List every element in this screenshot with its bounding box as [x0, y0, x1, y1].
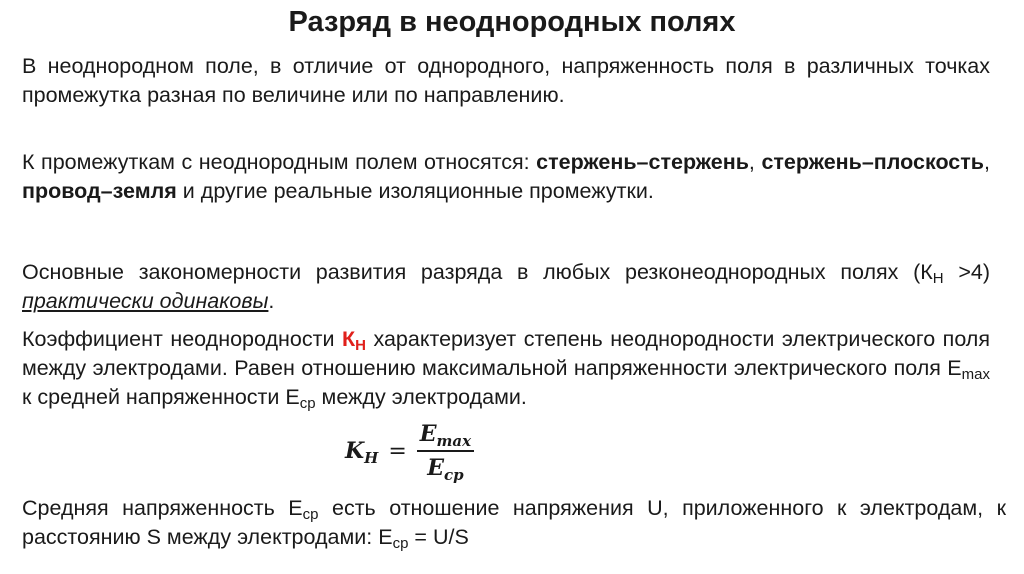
- gap-types-separator: ,: [984, 150, 990, 174]
- average-field-formula: = U/S: [408, 525, 469, 549]
- gap-types-separator: ,: [748, 150, 762, 174]
- paragraph-definition: В неоднородном поле, в отличие от однородного, напряженность поля в различных точках промежутка разная по величине или по направлению.: [22, 54, 990, 107]
- emax-subscript: max: [961, 366, 990, 383]
- coefficient-description-3: между электродами.: [315, 385, 527, 409]
- regularities-condition: >4): [943, 260, 990, 284]
- ecp-subscript-2: ср: [392, 535, 409, 552]
- regularities-emphasis: практически одинаковы: [22, 289, 269, 313]
- kh-subscript: Н: [932, 270, 944, 287]
- numerator-sub: max: [436, 432, 472, 450]
- formula-numerator: [417, 420, 474, 448]
- slide-title: Разряд в неоднородных полях: [288, 6, 736, 38]
- coefficient-symbol-k: К: [341, 327, 356, 351]
- term-wire-ground: провод–земля: [22, 179, 177, 203]
- denominator-symbol: E: [427, 455, 444, 481]
- ecp-subscript: ср: [302, 506, 319, 523]
- formula-lhs-symbol: K: [345, 438, 365, 464]
- formula-equals: =: [388, 438, 407, 464]
- coefficient-symbol: [341, 327, 366, 354]
- paragraph-regularities: [22, 258, 990, 316]
- paragraph-gap-types: [22, 148, 990, 206]
- fraction-bar: [417, 450, 474, 452]
- regularities-period: .: [268, 289, 275, 313]
- denominator-sub: cp: [443, 466, 464, 484]
- coefficient-description: характеризует степень неоднородности электрического поля между электродами. Равен отношению максимальной напряженности электрического поля Е: [22, 327, 990, 380]
- paragraph-coefficient: [22, 325, 990, 412]
- gap-types-tail: и другие реальные изоляционные промежутки.: [176, 179, 654, 203]
- paragraph-average-field: [22, 494, 1006, 552]
- average-field-text-2: есть отношение напряжения U, приложенного к электродам, к расстоянию S между электродами: Е: [22, 496, 1006, 549]
- formula-lhs-sub: H: [364, 449, 379, 467]
- formula-kh: [345, 420, 474, 482]
- formula-fraction: [417, 420, 474, 482]
- formula-lhs: [345, 438, 379, 467]
- coefficient-description-2: к средней напряженности Е: [22, 385, 300, 409]
- gap-types-text: К промежуткам с неоднородным полем относятся:: [22, 150, 537, 174]
- ecp-subscript: ср: [299, 395, 316, 412]
- average-field-text: Средняя напряженность Е: [22, 496, 303, 520]
- term-rod-rod: стержень–стержень: [536, 150, 749, 174]
- coefficient-symbol-sub: Н: [355, 337, 366, 354]
- numerator-symbol: E: [419, 421, 437, 447]
- regularities-text: Основные закономерности развития разряда в любых резконеоднородных полях (К: [22, 260, 933, 284]
- term-rod-plane: стержень–плоскость: [761, 150, 985, 174]
- coefficient-text: Коэффициент неоднородности: [22, 327, 342, 351]
- formula-denominator: [424, 454, 466, 482]
